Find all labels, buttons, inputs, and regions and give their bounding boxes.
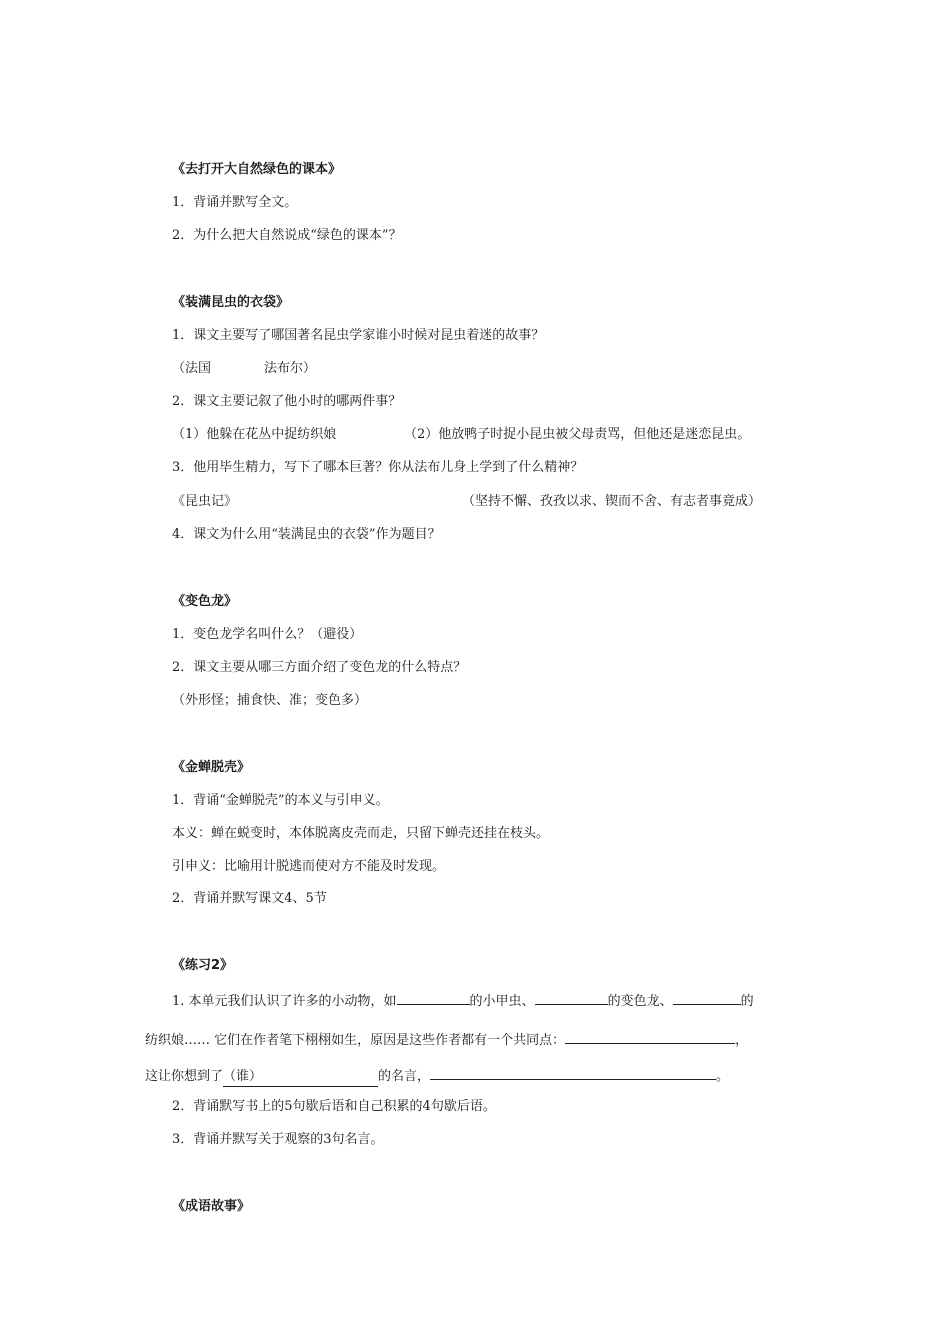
section-title-insect-pocket: 《装满昆虫的衣袋》 (172, 295, 290, 310)
fill-blank[interactable] (430, 1065, 716, 1080)
question-2: 2．为什么把大自然说成“绿色的课本”？ (172, 228, 402, 243)
text: 的变色龙、 (607, 994, 673, 1009)
text: 的 (740, 994, 754, 1009)
answer-name: 法布尔） (264, 361, 317, 376)
text: 纺织娘…… 它们在作者笔下栩栩如生，原因是这些作者都有一个共同点： (145, 1033, 566, 1048)
question-1-line-1 (172, 990, 754, 1011)
question-1: 1．背诵并默写全文。 (172, 195, 298, 210)
question-2: 2．背诵默写书上的5句歇后语和自己积累的4句歇后语。 (172, 1099, 496, 1114)
answer-literal-meaning: 本义：蝉在蜕变时，本体脱离皮壳而走，只留下蝉壳还挂在枝头。 (172, 826, 550, 841)
text: 。 (716, 1069, 730, 1084)
question-2: 2．课文主要记叙了他小时的哪两件事？ (172, 394, 402, 409)
answer-spirit: （坚持不懈、孜孜以求、锲而不舍、有志者事竟成） (462, 494, 762, 509)
answer-event-1: （1）他躲在花丛中捉纺织娘 (172, 427, 337, 442)
question-3: 3．他用毕生精力，写下了哪本巨著？你从法布儿身上学到了什么精神？ (172, 460, 584, 475)
answer-event-2: （2）他放鸭子时捉小昆虫被父母责骂，但他还是迷恋昆虫。 (404, 427, 751, 442)
question-1: 1．背诵“金蝉脱壳”的本义与引申义。 (172, 793, 389, 808)
section-title-nature-textbook: 《去打开大自然绿色的课本》 (172, 162, 342, 177)
answer-country: （法国 (172, 361, 212, 376)
text: 这让你想到了 (145, 1069, 224, 1084)
fill-blank[interactable] (535, 990, 608, 1005)
question-2: 2．课文主要从哪三方面介绍了变色龙的什么特点？ (172, 660, 467, 675)
fill-blank[interactable] (397, 990, 470, 1005)
question-1-line-2 (145, 1029, 748, 1050)
section-title-exercise-2: 《练习2》 (172, 958, 234, 973)
fill-blank[interactable] (565, 1029, 735, 1044)
question-2: 2．背诵并默写课文4、5节 (172, 891, 327, 906)
text: 1. 本单元我们认识了许多的小动物，如 (172, 994, 397, 1009)
text: 的名言， (378, 1069, 431, 1084)
answer-book: 《昆虫记》 (172, 494, 238, 509)
fill-blank-who[interactable] (223, 1068, 378, 1087)
text: 的小甲虫、 (469, 994, 535, 1009)
who-hint: （谁） (223, 1069, 263, 1084)
text: ， (735, 1033, 749, 1048)
question-3: 3．背诵并默写关于观察的3句名言。 (172, 1132, 384, 1147)
question-1: 1．变色龙学名叫什么？（避役） (172, 627, 363, 642)
question-1-line-3 (145, 1065, 729, 1087)
fill-blank[interactable] (673, 990, 741, 1005)
answer-features: （外形怪；捕食快、准；变色多） (172, 693, 368, 708)
question-4: 4．课文为什么用“装满昆虫的衣袋”作为题目？ (172, 527, 441, 542)
section-title-golden-cicada: 《金蝉脱壳》 (172, 760, 251, 775)
question-1: 1．课文主要写了哪国著名昆虫学家谁小时候对昆虫着迷的故事？ (172, 328, 545, 343)
section-title-chameleon: 《变色龙》 (172, 594, 238, 609)
section-title-idiom-stories: 《成语故事》 (172, 1199, 251, 1214)
answer-extended-meaning: 引申义：比喻用计脱逃而使对方不能及时发现。 (172, 859, 446, 874)
